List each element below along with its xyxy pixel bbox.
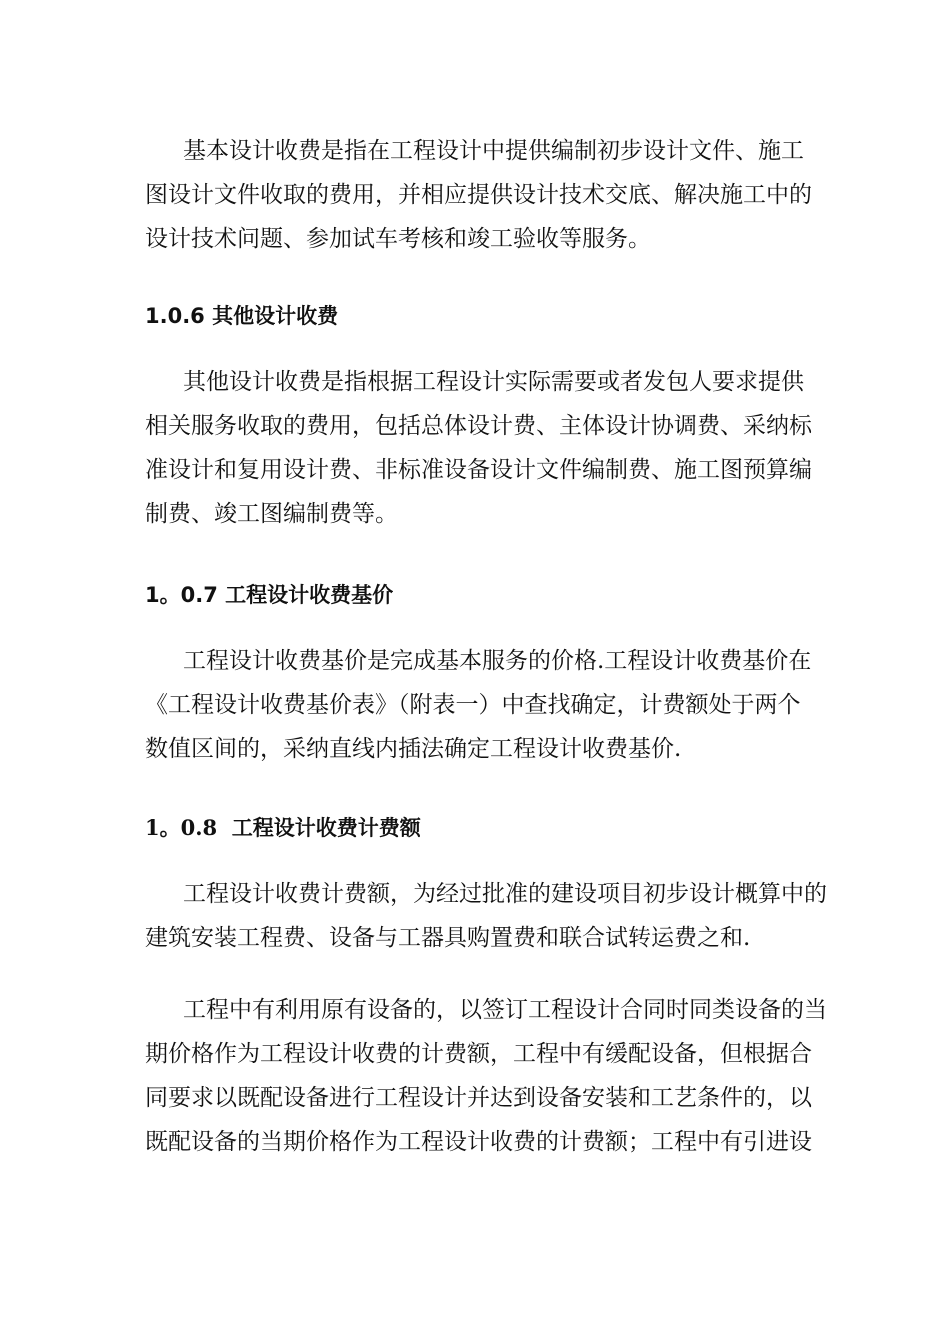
text-line: 同要求以既配设备进行工程设计并达到设备安装和工艺条件的，以: [145, 1085, 812, 1111]
text-line: 既配设备的当期价格作为工程设计收费的计费额；工程中有引进设: [145, 1129, 812, 1155]
text-line: 基本设计收费是指在工程设计中提供编制初步设计文件、施工: [183, 138, 804, 164]
paragraph-design-fee-base-price: [145, 639, 815, 771]
text-line: 工程设计收费基价是完成基本服务的价格.工程设计收费基价在: [183, 648, 812, 674]
text-line: 准设计和复用设计费、非标准设备设计文件编制费、施工图预算编: [145, 457, 812, 483]
text-line: 《工程设计收费基价表》（附表一）中查找确定，计费额处于两个: [145, 692, 801, 718]
text-line: 期价格作为工程设计收费的计费额，工程中有缓配设备，但根据合: [145, 1041, 812, 1067]
paragraph-basic-design-fee: [145, 129, 815, 261]
text-line: 工程设计收费计费额，为经过批准的建设项目初步设计概算中的: [183, 881, 827, 907]
text-line: 设计技术问题、参加试车考核和竣工验收等服务。: [145, 226, 651, 252]
text-line: 制费、竣工图编制费等。: [145, 501, 398, 527]
paragraph-fee-calculation-amount: [145, 872, 827, 960]
text-line: 建筑安装工程费、设备与工器具购置费和联合试转运费之和.: [145, 925, 751, 951]
text-line: 工程中有利用原有设备的，以签订工程设计合同时同类设备的当: [183, 997, 827, 1023]
paragraph-existing-equipment: [145, 988, 827, 1164]
text-line: 相关服务收取的费用，包括总体设计费、主体设计协调费、采纳标: [145, 413, 812, 439]
section-heading-1-0-7: 1。0.7 工程设计收费基价: [145, 583, 394, 607]
text-line: 数值区间的，采纳直线内插法确定工程设计收费基价.: [145, 736, 682, 762]
section-heading-1-0-8: 1。0.8 工程设计收费计费额: [145, 815, 421, 840]
text-line: 图设计文件收取的费用，并相应提供设计技术交底、解决施工中的: [145, 182, 812, 208]
section-heading-1-0-6: 1.0.6 其他设计收费: [145, 304, 339, 328]
text-line: 其他设计收费是指根据工程设计实际需要或者发包人要求提供: [183, 369, 804, 395]
paragraph-other-design-fee: [145, 360, 815, 536]
